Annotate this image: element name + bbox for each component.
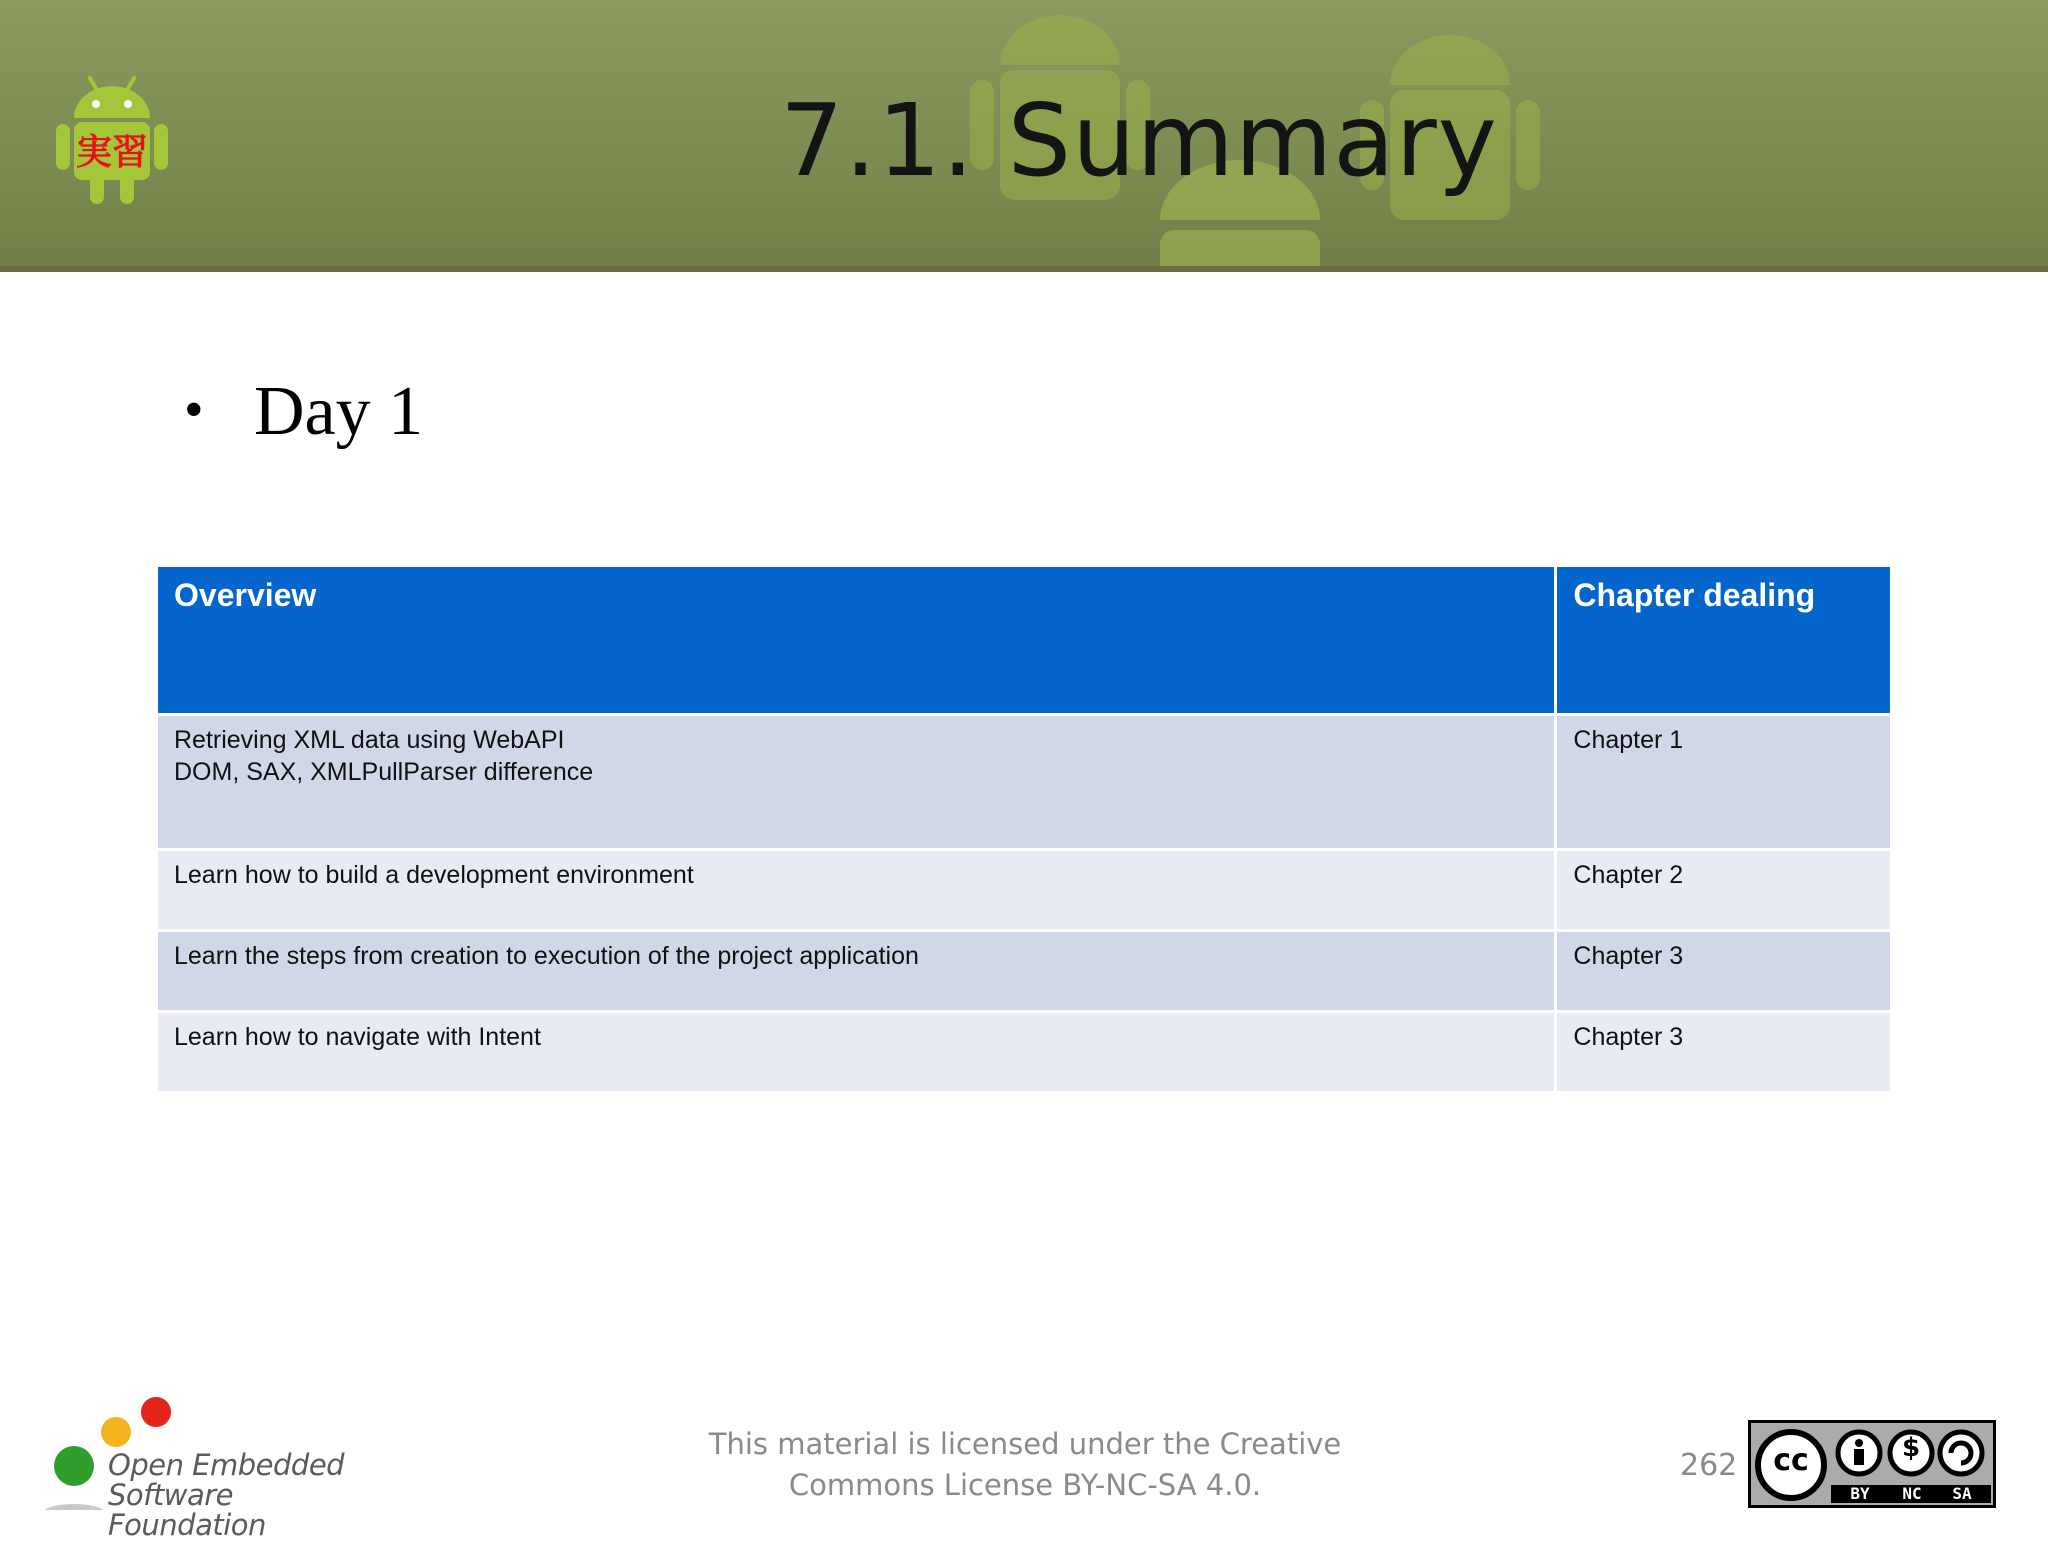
cc-license-badge: [1748, 1420, 1996, 1508]
overview-cell: [157, 1012, 1556, 1093]
overview-cell: [157, 931, 1556, 1012]
oesf-logo: [38, 1390, 398, 1542]
cc-label-sa: SA: [1952, 1484, 1972, 1503]
page-number: 262: [1680, 1448, 1738, 1483]
cc-nc-label: $: [1901, 1433, 1921, 1463]
org-line: Software Foundation: [108, 1478, 266, 1542]
table-row: [157, 715, 1892, 850]
header-overview: Overview: [157, 566, 1556, 715]
license-line: Commons License BY-NC-SA 4.0.: [788, 1468, 1262, 1502]
summary-table: [155, 564, 1893, 1094]
table-row: [157, 931, 1892, 1012]
chapter-cell: Chapter 3: [1556, 1012, 1892, 1093]
overview-line: Retrieving XML data using WebAPI: [174, 726, 565, 754]
logo-text: 実習: [75, 132, 148, 173]
chapter-cell: Chapter 1: [1556, 715, 1892, 850]
cc-main-label: cc: [1773, 1443, 1809, 1478]
overview-cell: [157, 715, 1556, 850]
org-line: Open Embedded: [108, 1448, 345, 1482]
table-row: [157, 1012, 1892, 1093]
overview-line: Learn the steps from creation to execution of the project application: [174, 942, 919, 970]
license-text: [700, 1424, 1350, 1506]
overview-line: DOM, SAX, XMLPullParser difference: [174, 758, 594, 786]
bullet-text: Day 1: [254, 373, 424, 450]
chapter-cell: Chapter 3: [1556, 931, 1892, 1012]
slide-title: 7.1. Summary: [780, 82, 1498, 199]
overview-line: Learn how to build a development environment: [174, 861, 694, 889]
table-header-row: [157, 566, 1892, 715]
cc-label-by: BY: [1850, 1484, 1870, 1503]
chapter-cell: Chapter 2: [1556, 850, 1892, 931]
overview-line: Learn how to navigate with Intent: [174, 1023, 541, 1051]
cc-label-nc: NC: [1902, 1484, 1922, 1503]
table-row: [157, 850, 1892, 931]
bullet-dot: •: [184, 379, 204, 441]
overview-cell: [157, 850, 1556, 931]
header-chapter: Chapter dealing: [1556, 566, 1892, 715]
license-line: This material is licensed under the Creative: [708, 1427, 1342, 1461]
header-banner: [0, 0, 2048, 272]
